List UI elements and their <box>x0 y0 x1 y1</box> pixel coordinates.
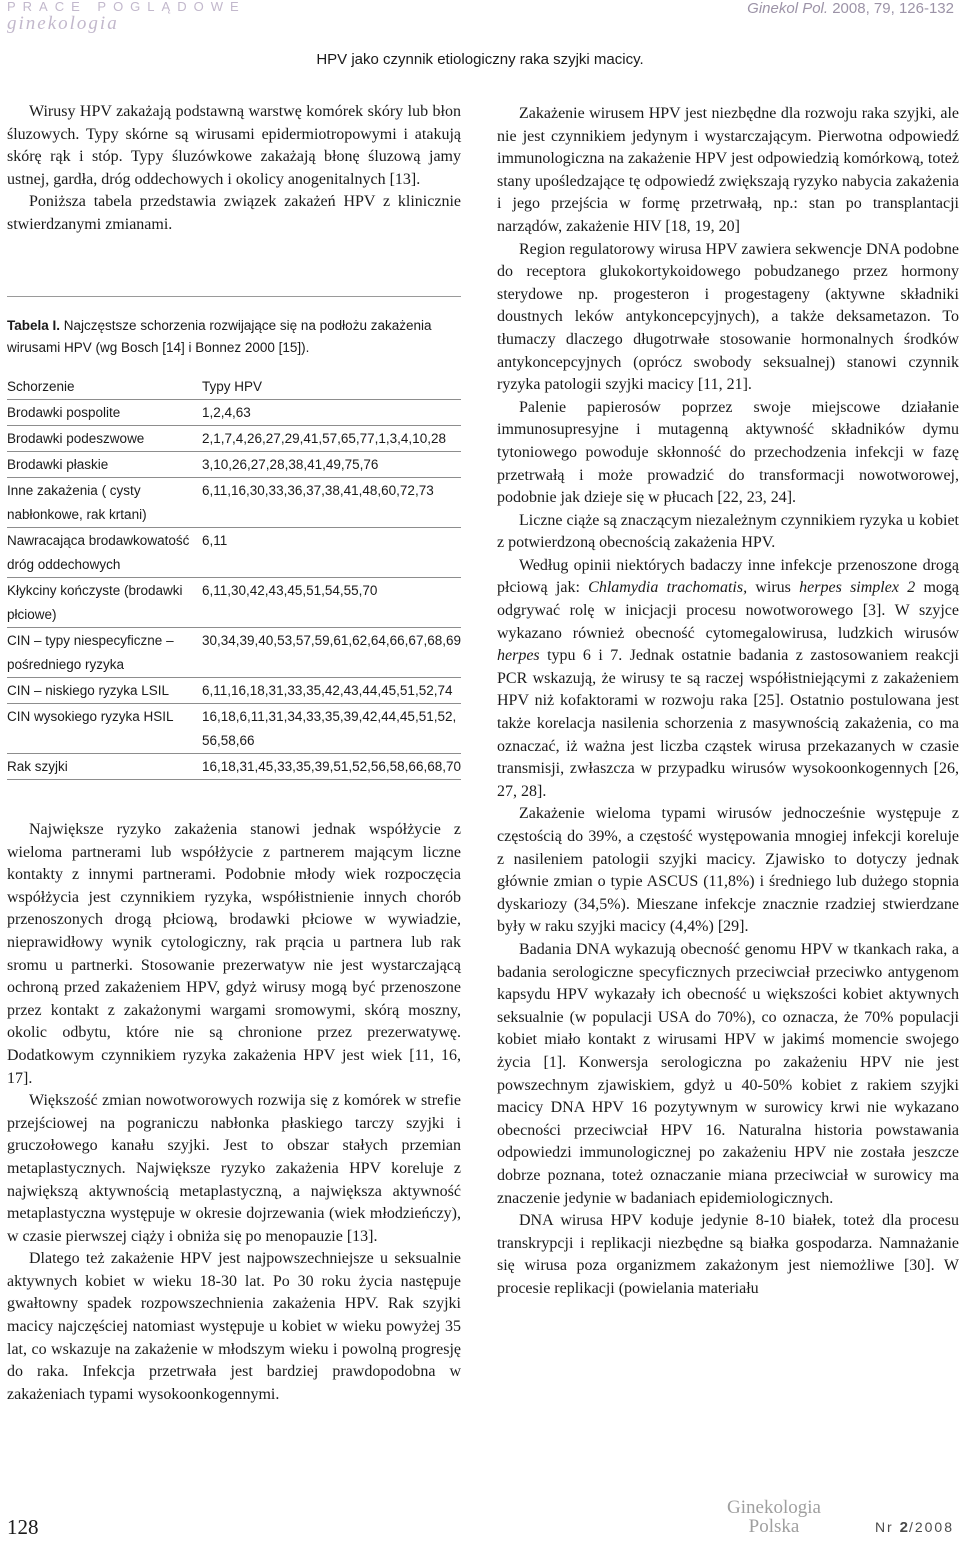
table-row <box>7 452 461 478</box>
table-cell-types: 6,11,16,30,33,36,37,38,41,48,60,72,73 <box>202 478 461 528</box>
table-row <box>7 704 461 754</box>
paragraph: Wirusy HPV zakażają podstawną warstwę komórek skóry lub błon śluzowych. Typy skórne są wirusami epidermiotropowymi i atakują skórę rąk i stóp. Typy śluzówkowe zakażają błonę śluzową jamy ustnej, gardła, dróg oddechowych i okolicy anogenitalnych [13]. <box>7 103 461 188</box>
table-row <box>7 478 461 528</box>
table-cell-types: 2,1,7,4,26,27,29,41,57,65,77,1,3,4,10,28 <box>202 426 461 452</box>
paragraph: Palenie papierosów poprzez swoje miejscowe działanie immunosupresyjne i mutagenną aktywność składników dymu tytoniowego powoduje skłonność do przechodzenia infekcji w fazę przetrwałą i może prowadzić do transformacji nowotworowej, podobnie jak dzieje się w płucach [22, 23, 24]. <box>497 398 959 507</box>
issue-number: 2 <box>899 1519 909 1536</box>
table-row <box>7 578 461 628</box>
table-cell-types: 6,11 <box>202 528 461 578</box>
paragraph: Największe ryzyko zakażenia stanowi jednak współżycie z wieloma partnerami lub współżycie z partnerem mającym liczne kontakty z innymi partnerami. Podobnie młody wiek rozpoczęcia współżycia jest czynnikiem ryzyka, współistnienie innych chorób przenoszonych drogą płciową, brodawki płciowe w wywiadzie, nieprawidłowy wynik cytologiczny, rak prącia u partnera lub rak sromu u partnerki. Stosowanie prezerwatyw nie jest wystarczającą ochroną przed zakażeniem HPV, gdyż wirusy mogą być przenoszone przez kontakt z zakażonymi wargami sromowymi, skórą moszny, okolic odbytu, które nie są chronione przez prezerwatywę. Dodatkowym czynnikiem ryzyka zakażenia HPV jest wiek [11, 16, 17]. <box>7 821 461 1087</box>
table-cell-types: 16,18,6,11,31,34,33,35,39,42,44,45,51,52, 56,58,66 <box>202 704 461 754</box>
table-cell-disease: Brodawki pospolite <box>7 400 202 426</box>
paragraph: Większość zmian nowotworowych rozwija się z komórek w strefie przejściowej na pograniczu nabłonka płaskiego tarczy szyjki i gruczołowego kanału szyjki. Jest to obszar stałych przemian metaplastycznych. Największe ryzyko zakażenia HPV koreluje z największą aktywnością metaplastyczną, a największa aktywność metaplastyczna występuje w okresie dojrzewania (wiek młodzieńczy), w czasie pierwszej ciąży i obniża się po menopauzie [13]. <box>7 1092 461 1245</box>
table-header-disease: Schorzenie <box>7 373 202 400</box>
left-column-body <box>7 819 461 1406</box>
italic-term: herpes <box>497 647 540 665</box>
logo-line-2: Polska <box>748 1516 800 1537</box>
paragraph: DNA wirusa HPV koduje jedynie 8-10 białek, toteż dla procesu transkrypcji i replikacji niezbędne są białka gospodarza. Namnażanie się wirusa poza organizmem zakażonym jest niemożliwe [30]. W procesie replikacji (powielania materiału <box>497 1212 959 1297</box>
table-caption <box>7 315 461 359</box>
issue-year: /2008 <box>908 1519 954 1535</box>
page-number: 128 <box>7 1515 39 1539</box>
journal-citation <box>747 0 954 17</box>
table-row <box>7 400 461 426</box>
italic-term: herpes simplex 2 <box>799 579 916 597</box>
table-header-hpv-types: Typy HPV <box>202 373 461 400</box>
table-caption-label: Tabela I. <box>7 318 61 333</box>
journal-logo <box>714 1498 834 1536</box>
table-row <box>7 754 461 780</box>
table-cell-types: 1,2,4,63 <box>202 400 461 426</box>
paragraph: Zakażenie wirusem HPV jest niezbędne dla rozwoju raka szyjki, ale nie jest czynnikiem jedynym i wystarczającym. Pierwotna odpowiedź immunologiczna na zakażenie HPV jest odpowiedzią komórkową, toteż stany upośledzające tę odpowiedź zwiększają ryzyko nabycia zakażenia i jego przejścia w formę przetrwałą, np.: stan po transplantacji narządów, zakażenie HIV [18, 19, 20] <box>497 105 959 235</box>
paragraph: Region regulatorowy wirusa HPV zawiera sekwencje DNA podobne do receptora glukokortykoidowego pobudzanego przez hormony sterydowe np. progesteron i progestageny (aktywne składniki doustnych leków antykoncepcyjnych), a także deksametazon. To tłumaczy dlaczego długotrwałe stosowanie hormonalnych środków antykoncepcyjnych (oprócz swobody seksualnej) stanowi czynnik ryzyka patologii szyjki macicy [11, 21]. <box>497 240 959 394</box>
paragraph: Zakażenie wieloma typami wirusów jednocześnie występuje z częstością do 39%, a częstość występowania mnogiej infekcji koreluje z nasileniem patologii szyjki macicy. Zjawisko to dotyczy jednak głównie zmian o typie ASCUS (11,8%) i średniego lub dużego stopnia dyskariozy (34,5%). Mieszane infekcje znacznie rzadziej stwierdzane były w raku szyjki macicy (4,4%) [29]. <box>497 805 959 936</box>
page-header-left <box>7 0 246 33</box>
text-run: Według opinii niektórych badaczy inne infekcje przenoszone drogą płciową jak: <box>497 556 959 597</box>
table-cell-types: 6,11,30,42,43,45,51,54,55,70 <box>202 578 461 628</box>
journal-name: ginekologia <box>7 13 119 34</box>
text-run: typu 6 i 7. Jednak ostatnie badania z zastosowaniem reakcji PCR wskazują, że wirusy te są raczej współistniejącymi z zakażeniem HPV niż kofaktorami w rozwoju raka [25]. Ostatnio postulowana jest także korelacja nasilenia schorzenia z masywnością zakażenia, co ma oznaczać, iż ważna jest liczba cząstek wirusa przekazanych w czasie transmisji, zwłaszcza w przypadku wirusów wysokoonkogennych [26, 27, 28]. <box>497 647 959 800</box>
section-label: PRACE POGLĄDOWE <box>7 0 246 14</box>
left-column-intro <box>7 101 461 237</box>
table-cell-types: 3,10,26,27,28,38,41,49,75,76 <box>202 452 461 478</box>
issue-label <box>875 1519 954 1536</box>
paragraph-with-italics <box>497 555 959 804</box>
citation-journal: Ginekol Pol. <box>747 0 829 17</box>
right-column-body <box>497 103 959 1300</box>
table-cell-disease: Inne zakażenia ( cysty nabłonkowe, rak krtani) <box>7 478 202 528</box>
hpv-types-table <box>7 373 461 780</box>
table-cell-disease: Brodawki podeszwowe <box>7 426 202 452</box>
text-run: mogą odgrywać rolę w inicjacji procesu nowotworowego [3]. W szyjce wykazano również obecność cytomegalowirusa, ludzkich wirusów <box>497 579 960 642</box>
table-cell-disease: CIN – typy niespecyficzne – pośredniego ryzyka <box>7 628 202 678</box>
issue-prefix: Nr <box>874 1519 894 1535</box>
table-row <box>7 426 461 452</box>
citation-details: 2008, 79, 126-132 <box>832 0 954 17</box>
table-cell-disease: CIN – niskiego ryzyka LSIL <box>7 678 202 704</box>
text-run: wirus <box>747 579 800 597</box>
table-row <box>7 628 461 678</box>
table-cell-disease: Nawracająca brodawkowatość dróg oddechowych <box>7 528 202 578</box>
table-row <box>7 678 461 704</box>
running-title: HPV jako czynnik etiologiczny raka szyjki macicy. <box>316 51 644 68</box>
table-header-row <box>7 373 461 400</box>
table-cell-disease: Kłykciny kończyste (brodawki płciowe) <box>7 578 202 628</box>
table-row <box>7 528 461 578</box>
table-cell-types: 6,11,16,18,31,33,35,42,43,44,45,51,52,74 <box>202 678 461 704</box>
table-cell-types: 16,18,31,45,33,35,39,51,52,56,58,66,68,70 <box>202 754 461 780</box>
paragraph: Liczne ciąże są znaczącym niezależnym czynnikiem ryzyka u kobiet z potwierdzoną obecnością zakażenia HPV. <box>497 511 959 552</box>
table-caption-text: Najczęstsze schorzenia rozwijające się na podłożu zakażenia wirusami HPV (wg Bosch [14] i Bonnez 2000 [15]). <box>7 318 432 355</box>
paragraph: Poniższa tabela przedstawia związek zakażeń HPV z klinicznie stwierdzanymi zmianami. <box>7 193 461 233</box>
table-top-rule <box>7 296 461 297</box>
paragraph: Dlatego też zakażenie HPV jest najpowszechniejsze u seksualnie aktywnych kobiet w wieku 18-30 lat. Po 30 roku życia następuje gwałtowny spadek rozpowszechnienia zakażenia HPV. Rak szyjki macicy najczęściej natomiast występuje u kobiet w wieku powyżej 35 lat, co wskazuje na zakażenie w młodszym wieku i powolną progresję do raka. Infekcja przetrwała jest bardziej prawdopodobna w zakażeniach typami wysokoonkogennymi. <box>7 1250 461 1403</box>
italic-term: Chlamydia trachomatis, <box>588 579 748 597</box>
logo-line-1: Ginekologia <box>727 1497 821 1518</box>
paragraph: Badania DNA wykazują obecność genomu HPV w tkankach raka, a badania serologiczne specyficznych przeciwciał przeciwko antygenom kapsydu HPV wykazały ich obecność u większości kobiet aktywnych seksualnie (w populacji USA do 70%), co oznacza, że 70% populacji kobiet miało kontakt z wirusami HPV w jakimś momencie swojego życia [1]. Konwersja serologiczna po zakażeniu HPV nie jest powszechnym zjawiskiem, gdyż u 40-50% kobiet z rakiem szyjki macicy DNA HPV 16 pozytywnym w surowicy krwi nie wykazano obecności przeciwciał HPV 16. Naturalna historia powstawania odpowiedzi immunologicznej po zakażeniu HPV nie została jeszcze dobrze poznana, toteż oznaczanie miana przeciwciał w surowicy ma znaczenie jedynie w badaniach epidemiologicznych. <box>497 940 959 1207</box>
table-cell-disease: Brodawki płaskie <box>7 452 202 478</box>
table-cell-disease: CIN wysokiego ryzyka HSIL <box>7 704 202 754</box>
table-cell-disease: Rak szyjki <box>7 754 202 780</box>
table-cell-types: 30,34,39,40,53,57,59,61,62,64,66,67,68,69 <box>202 628 461 678</box>
